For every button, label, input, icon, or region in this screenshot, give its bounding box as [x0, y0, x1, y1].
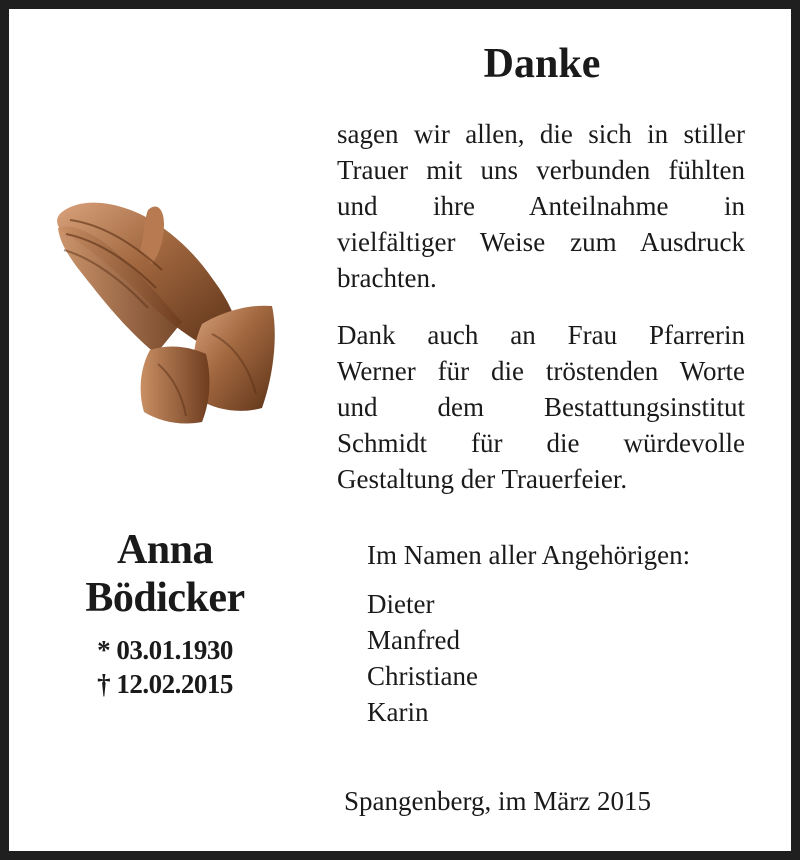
- birth-date: * 03.01.1930: [97, 635, 233, 665]
- praying-hands-icon: [52, 194, 280, 430]
- deceased-last-name: Bödicker: [85, 575, 245, 621]
- relative-name: Christiane: [367, 661, 478, 691]
- deceased-first-name: Anna: [116, 527, 214, 573]
- death-date: † 12.02.2015: [97, 669, 233, 699]
- paragraph-line: Dank auch an Frau Pfarrerin: [337, 320, 745, 350]
- paragraph-line: Schmidt für die würdevolle: [337, 428, 745, 458]
- paragraph-line: Werner für die tröstenden Worte: [337, 356, 745, 386]
- relative-name: Karin: [367, 697, 429, 727]
- paragraph-line: vielfältiger Weise zum Ausdruck: [337, 227, 745, 257]
- relative-name: Dieter: [367, 589, 435, 619]
- additional-thanks-paragraph: [337, 317, 745, 497]
- paragraph-line: brachten.: [337, 263, 437, 293]
- paragraph-line: sagen wir allen, die sich in stiller: [337, 119, 745, 149]
- paragraph-line: und ihre Anteilnahme in: [337, 191, 745, 221]
- paragraph-line: Trauer mit uns verbunden fühlten: [337, 155, 745, 185]
- thanks-paragraph: [337, 116, 745, 296]
- notice-heading: Danke: [483, 41, 601, 87]
- relative-name: Manfred: [367, 625, 460, 655]
- paragraph-line: Gestaltung der Trauerfeier.: [337, 464, 628, 494]
- signoff-line: Im Namen aller Angehörigen:: [367, 540, 691, 570]
- paragraph-line: und dem Bestattungsinstitut: [337, 392, 745, 422]
- place-and-date: Spangenberg, im März 2015: [344, 786, 651, 816]
